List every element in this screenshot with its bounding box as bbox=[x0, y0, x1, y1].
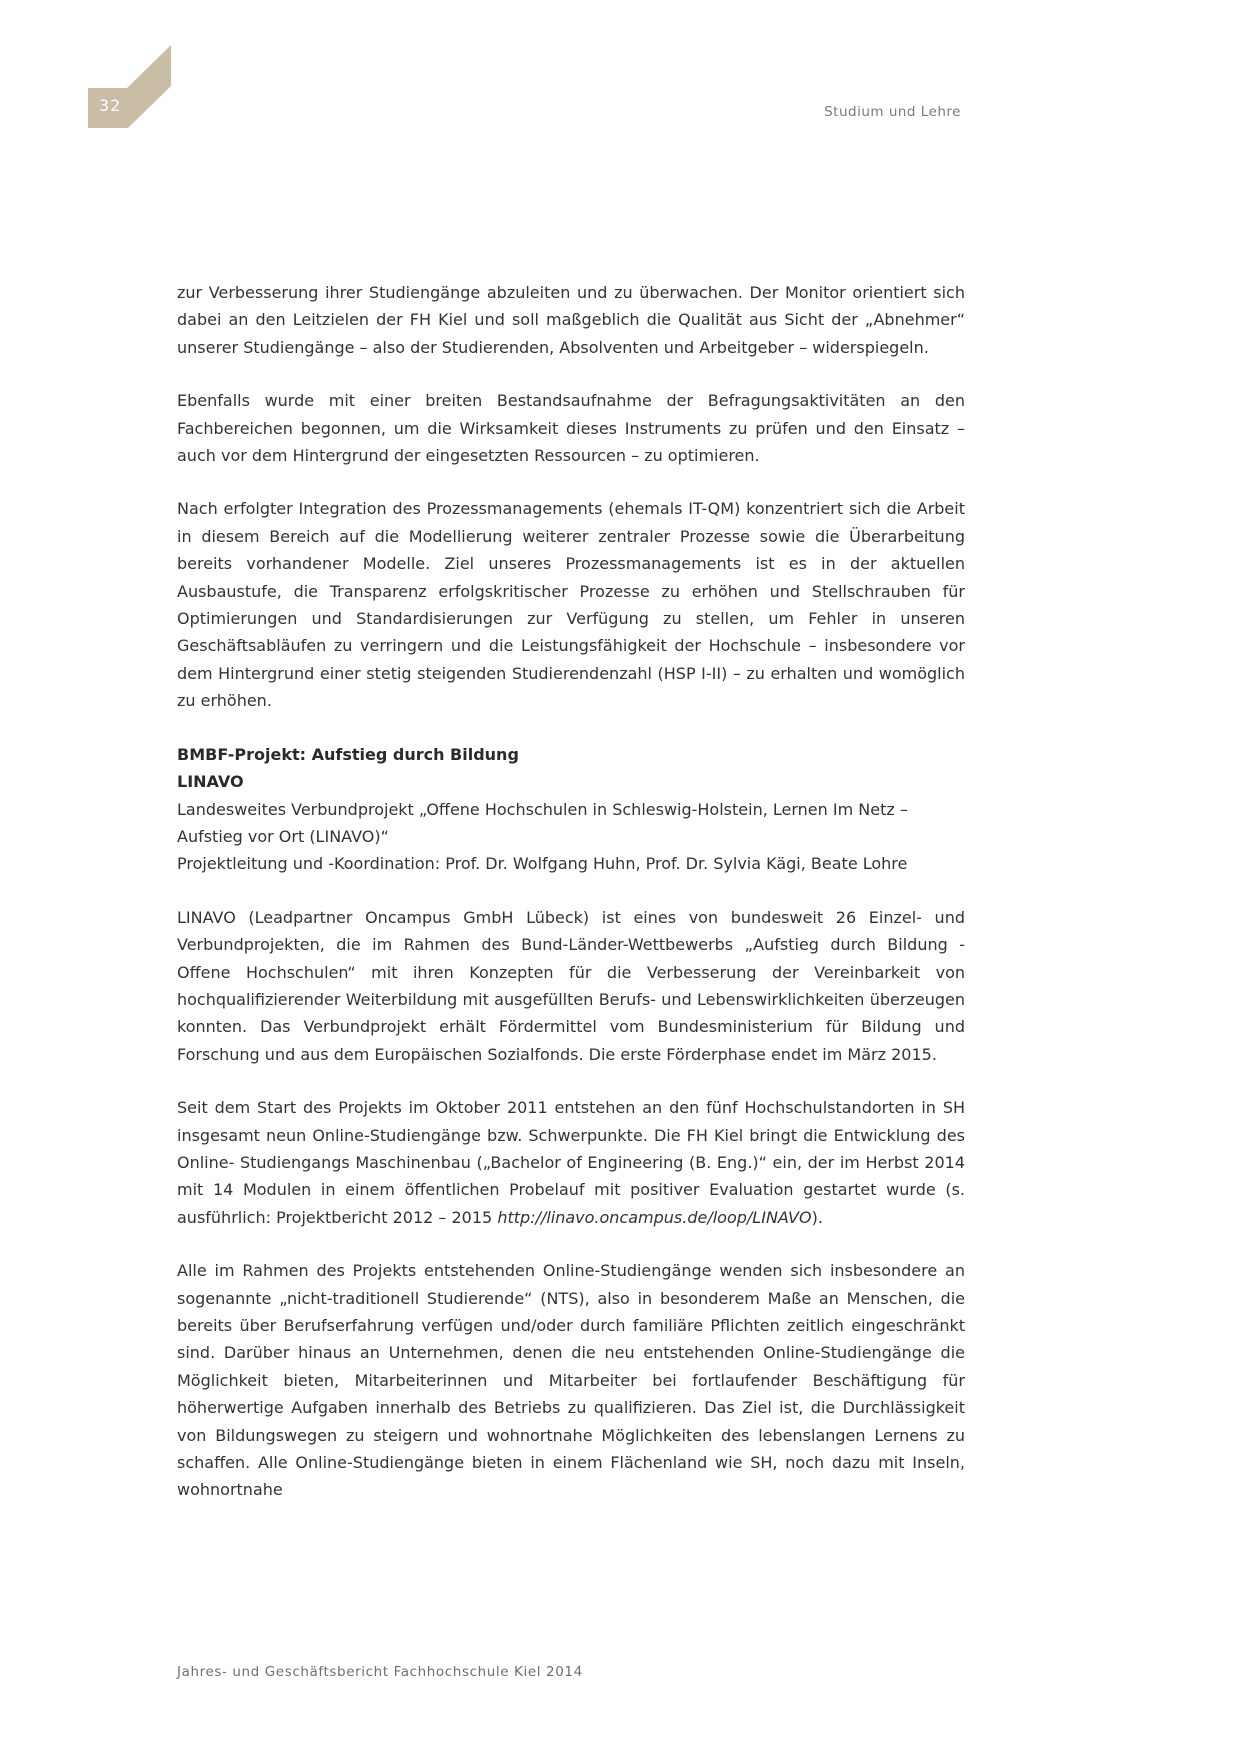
project-heading: BMBF-Projekt: Aufstieg durch Bildung bbox=[177, 744, 519, 764]
paragraph-process-management: Nach erfolgter Integration des Prozessmanagements (ehemals IT-QM) konzentriert sich die Arbeit in diesem Bereich auf die Modellierung weiterer zentraler Prozesse sowie die Überarbeitung bereits vorhandener Modelle. Ziel unseres Prozessmanagements ist es in der aktuellen Ausbaustufe, die Transparenz erfolgskritischer Prozesse zu erhöhen und Stellschrauben für Optimierungen und Standardisierungen zur Verfügung zu stellen, um Fehler in unseren Geschäftsabläufen zu verringern und die Leistungsfähigkeit der Hochschule – insbesondere vor dem Hintergrund einer stetig steigenden Studierendenzahl (HSP I-II) – zu erhalten und womöglich zu erhöhen. bbox=[177, 499, 965, 711]
page-footer: Jahres- und Geschäftsbericht Fachhochschule Kiel 2014 bbox=[177, 1664, 583, 1680]
project-name: LINAVO bbox=[177, 772, 244, 792]
paragraph-online-programs-text: Seit dem Start des Projekts im Oktober 2011 entstehen an den fünf Hochschulstandorten in SH insgesamt neun Online-Studiengänge bzw. Schwerpunkte. Die FH Kiel bringt die Entwicklung des Online- Studiengangs Maschinenbau („Bachelor of Engineering (B. Eng.)“ ein, der im Herbst 2014 mit 14 Modulen in einem öffentlichen Probelauf mit positiver Evaluation gestartet wurde (s. ausführlich: Projektbericht 2012 – 2015 bbox=[177, 1098, 965, 1227]
paragraph-monitor: zur Verbesserung ihrer Studiengänge abzuleiten und zu überwachen. Der Monitor orientiert sich dabei an den Leitzielen der FH Kiel und soll maßgeblich die Qualität aus Sicht der „Abnehmer“ unserer Studiengänge – also der Studierenden, Absolventen und Arbeitgeber – widerspiegeln. bbox=[177, 283, 965, 357]
project-info bbox=[177, 741, 965, 878]
paragraph-survey-inventory: Ebenfalls wurde mit einer breiten Bestandsaufnahme der Befragungsaktivitäten an den Fachbereichen begonnen, um die Wirksamkeit dieses Instruments zu prüfen und den Einsatz – auch vor dem Hintergrund der eingesetzten Ressourcen – zu optimieren. bbox=[177, 391, 965, 466]
main-content bbox=[177, 279, 965, 1530]
page-number-tab bbox=[0, 0, 175, 130]
project-description: Landesweites Verbundprojekt „Offene Hochschulen in Schleswig-Holstein, Lernen Im Netz – Aufstieg vor Ort (LINAVO)“ bbox=[177, 799, 908, 846]
project-report-link[interactable]: http://linavo.oncampus.de/loop/LINAVO bbox=[497, 1207, 812, 1227]
section-title: Studium und Lehre bbox=[824, 104, 961, 120]
project-lead: Projektleitung und -Koordination: Prof. Dr. Wolfgang Huhn, Prof. Dr. Sylvia Kägi, Beate Lohre bbox=[177, 854, 908, 874]
paragraph-linavo: LINAVO (Leadpartner Oncampus GmbH Lübeck) ist eines von bundesweit 26 Einzel- und Verbundprojekten, die im Rahmen des Bund-Länder-Wettbewerbs „Aufstieg durch Bildung - Offene Hochschulen“ mit ihren Konzepten für die Verbesserung der Vereinbarkeit von hochqualifizierender Weiterbildung mit ausgefüllten Berufs- und Lebenswirklichkeiten überzeugen konnten. Das Verbundprojekt erhält Fördermittel vom Bundesministerium für Bildung und Forschung und aus dem Europäischen Sozialfonds. Die erste Förderphase endet im März 2015. bbox=[177, 907, 965, 1064]
paragraph-online-programs-end: ). bbox=[811, 1207, 823, 1227]
paragraph-online-programs bbox=[177, 1094, 965, 1231]
paragraph-target-groups: Alle im Rahmen des Projekts entstehenden Online-Studiengänge wenden sich insbesondere an sogenannte „nicht-traditionell Studierende“ (NTS), also in besonderem Maße an Menschen, die bereits über Berufserfahrung verfügen und/oder durch familiäre Pflichten zeitlich eingeschränkt sind. Darüber hinaus an Unternehmen, denen die neu entstehenden Online-Studiengänge die Möglichkeit bieten, Mitarbeiterinnen und Mitarbeiter bei fortlaufender Beschäftigung für höherwertige Aufgaben innerhalb des Betriebs zu qualifizieren. Das Ziel ist, die Durchlässigkeit von Bildungswegen zu steigern und wohnortnahe Möglichkeiten des lebenslangen Lernens zu schaffen. Alle Online-Studiengänge bieten in einem Flächenland wie SH, noch dazu mit Inseln, wohnortnahe bbox=[177, 1261, 965, 1500]
page-number: 32 bbox=[99, 96, 122, 115]
